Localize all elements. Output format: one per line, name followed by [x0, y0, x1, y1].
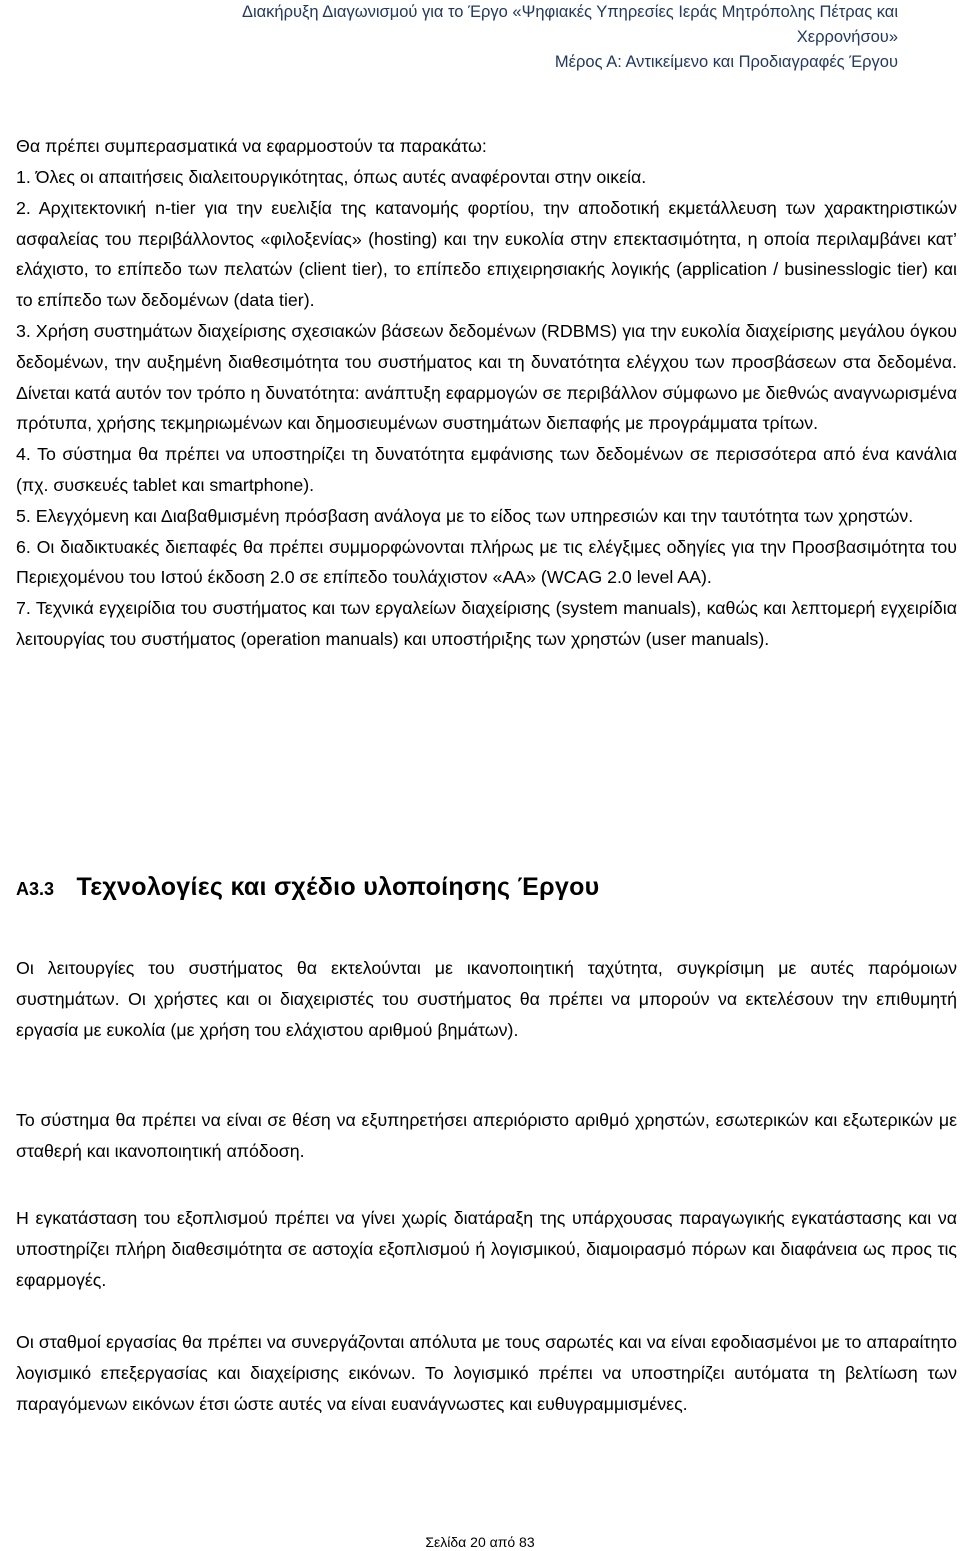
section-number: Α3.3 [16, 879, 55, 899]
requirements-list [16, 162, 957, 655]
paragraph: Η εγκατάσταση του εξοπλισμού πρέπει να γίνει χωρίς διατάραξη της υπάρχουσας παραγωγικής εγκατάστασης και να υποστηρίζει πλήρη διαθεσιμότητα σε αστοχία εξοπλισμού ή λογισμικού, διαμοιρασμό πόρων και διαφάνεια ως προς τις εφαρμογές. [16, 1208, 957, 1290]
intro-text: Θα πρέπει συμπερασματικά να εφαρμοστούν τα παρακάτω: [16, 136, 487, 156]
page-header [78, 0, 898, 75]
list-item: 4. Το σύστημα θα πρέπει να υποστηρίζει τη δυνατότητα εμφάνισης των δεδομένων σε περισσότερα από ένα κανάλια (πχ. συσκευές tablet και smartphone). [16, 444, 957, 495]
list-item: 7. Τεχνικά εγχειρίδια του συστήματος και των εργαλείων διαχείρισης (system manuals), καθώς και λεπτομερή εγχειρίδια λειτουργίας του συστήματος (operation manuals) και υποστήριξης των χρηστών (user manuals). [16, 598, 957, 649]
header-document-title-continued: Χερρονήσου» [796, 28, 898, 46]
list-item: 1. Όλες οι απαιτήσεις διαλειτουργικότητας, όπως αυτές αναφέρονται στην οικεία. [16, 167, 647, 187]
paragraph: Οι λειτουργίες του συστήματος θα εκτελούνται με ικανοποιητική ταχύτητα, συγκρίσιμη με αυτές παρόμοιων συστημάτων. Οι χρήστες και οι διαχειριστές του συστήματος θα πρέπει να μπορούν να εκτελέσουν την επιθυμητή εργασία με ευκολία (με χρήση του ελάχιστου αριθμού βημάτων). [16, 958, 957, 1040]
list-item: 6. Οι διαδικτυακές διεπαφές θα πρέπει συμμορφώνονται πλήρως με τις ελέγξιμες οδηγίες για την Προσβασιμότητα του Περιεχομένου του Ιστού έκδοση 2.0 σε επίπεδο τουλάχιστον «ΑΑ» (WCAG 2.0 level AA). [16, 536, 957, 588]
list-item: 3. Χρήση συστημάτων διαχείρισης σχεσιακών βάσεων δεδομένων (RDBMS) για την ευκολία διαχείρισης μεγάλου όγκου δεδομένων, την αυξημένη διαθεσιμότητα του συστήματος και τη δυνατότητα ελέγχου των προσβάσεων στα δεδομένα. Δίνεται κατά αυτόν τον τρόπο η δυνατότητα: ανάπτυξη εφαρμογών σε περιβάλλον σύμφωνο με διεθνώς αναγνωρισμένα πρότυπα, χρήσης τεκμηριωμένων και δημοσιευμένων συστημάτων διεπαφής με προγράμματα τρίτων. [16, 320, 957, 434]
page-footer [0, 1533, 960, 1551]
paragraph: Το σύστημα θα πρέπει να είναι σε θέση να εξυπηρετήσει απεριόριστο αριθμό χρηστών, εσωτερικών και εξωτερικών με σταθερή και ικανοποιητική απόδοση. [16, 1110, 957, 1161]
list-item: 2. Αρχιτεκτονική n-tier για την ευελιξία της κατανομής φορτίου, την αποδοτική εκμετάλλευση των χαρακτηριστικών ασφαλείας του περιβάλλοντος «φιλοξενίας» (hosting) και την ευκολία στην επεκτασιμότητα, η οποία περιλαμβάνει κατ’ ελάχιστο, το επίπεδο των πελατών (client tier), το επίπεδο επιχειρησιακής λογικής (application / businesslogic tier) και το επίπεδο των δεδομένων (data tier). [16, 197, 957, 311]
paragraph: Οι σταθμοί εργασίας θα πρέπει να συνεργάζονται απόλυτα με τους σαρωτές και να είναι εφοδιασμένοι με το απαραίτητο λογισμικό επεξεργασίας και διαχείρισης εικόνων. Το λογισμικό πρέπει να υποστηρίζει αυτόματα τη βελτίωση των παραγόμενων εικόνων έτσι ώστε αυτές να είναι ευανάγνωστες και ευθυγραμμισμένες. [16, 1332, 957, 1414]
section-heading [16, 873, 957, 913]
header-part-title: Μέρος Α: Αντικείμενο και Προδιαγραφές Έργου [554, 53, 898, 71]
section-title: Τεχνολογίες και σχέδιο υλοποίησης Έργου [76, 873, 600, 901]
header-document-title: Διακήρυξη Διαγωνισμού για το Έργο «Ψηφιακές Υπηρεσίες Ιεράς Μητρόπολης Πέτρας και [241, 3, 898, 21]
page-number: Σελίδα 20 από 83 [425, 1534, 535, 1550]
list-item: 5. Ελεγχόμενη και Διαβαθμισμένη πρόσβαση ανάλογα με το είδος των υπηρεσιών και την ταυτότητα των χρηστών. [16, 505, 914, 526]
